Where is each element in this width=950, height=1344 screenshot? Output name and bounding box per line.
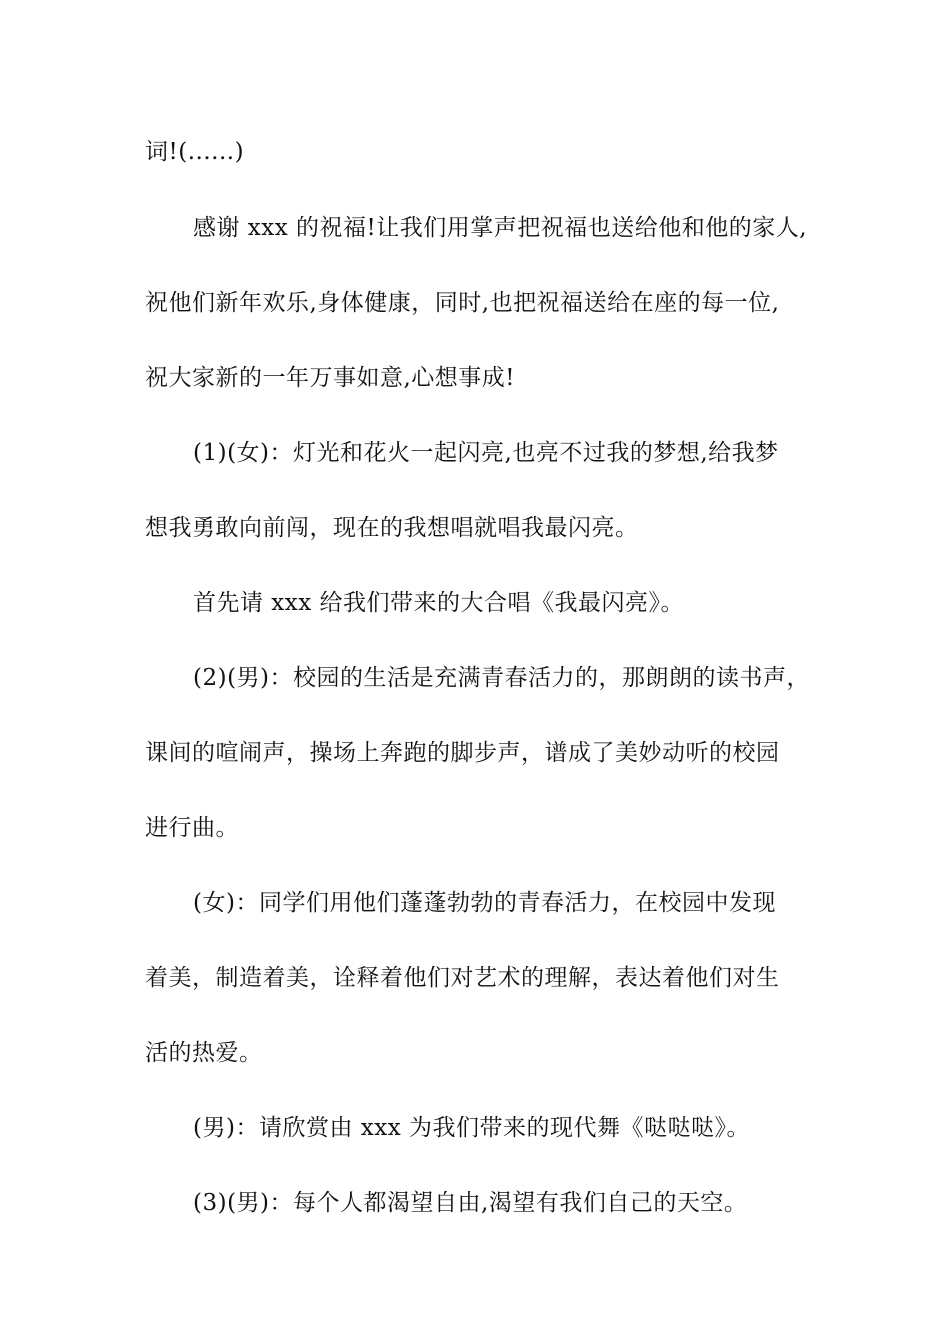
text-line-2: 感谢 xxx 的祝福!让我们用掌声把祝福也送给他和他的家人,	[193, 215, 808, 241]
text-line-12: 着美，制造着美，诠释着他们对艺术的理解，表达着他们对生	[145, 965, 780, 991]
text-line-1: 词!(......)	[145, 139, 245, 165]
text-line-3: 祝他们新年欢乐,身体健康，同时,也把祝福送给在座的每一位,	[145, 290, 780, 316]
text-line-6: 想我勇敢向前闯，现在的我想唱就唱我最闪亮。	[145, 515, 639, 541]
text-line-15: (3)(男)：每个人都渴望自由,渴望有我们自己的天空。	[193, 1190, 748, 1216]
text-line-4: 祝大家新的一年万事如意,心想事成!	[145, 365, 516, 391]
text-line-13: 活的热爱。	[145, 1040, 263, 1066]
text-line-5: (1)(女)：灯光和花火一起闪亮,也亮不过我的梦想,给我梦	[193, 440, 779, 466]
text-line-9: 课间的喧闹声，操场上奔跑的脚步声，谱成了美妙动听的校园	[145, 740, 780, 766]
text-line-10: 进行曲。	[145, 815, 239, 841]
text-line-11: (女)：同学们用他们蓬蓬勃勃的青春活力，在校园中发现	[193, 890, 776, 916]
text-line-8: (2)(男)：校园的生活是充满青春活力的，那朗朗的读书声，	[193, 665, 811, 691]
text-line-7: 首先请 xxx 给我们带来的大合唱《我最闪亮》。	[193, 590, 685, 616]
text-line-14: (男)：请欣赏由 xxx 为我们带来的现代舞《哒哒哒》。	[193, 1115, 750, 1141]
